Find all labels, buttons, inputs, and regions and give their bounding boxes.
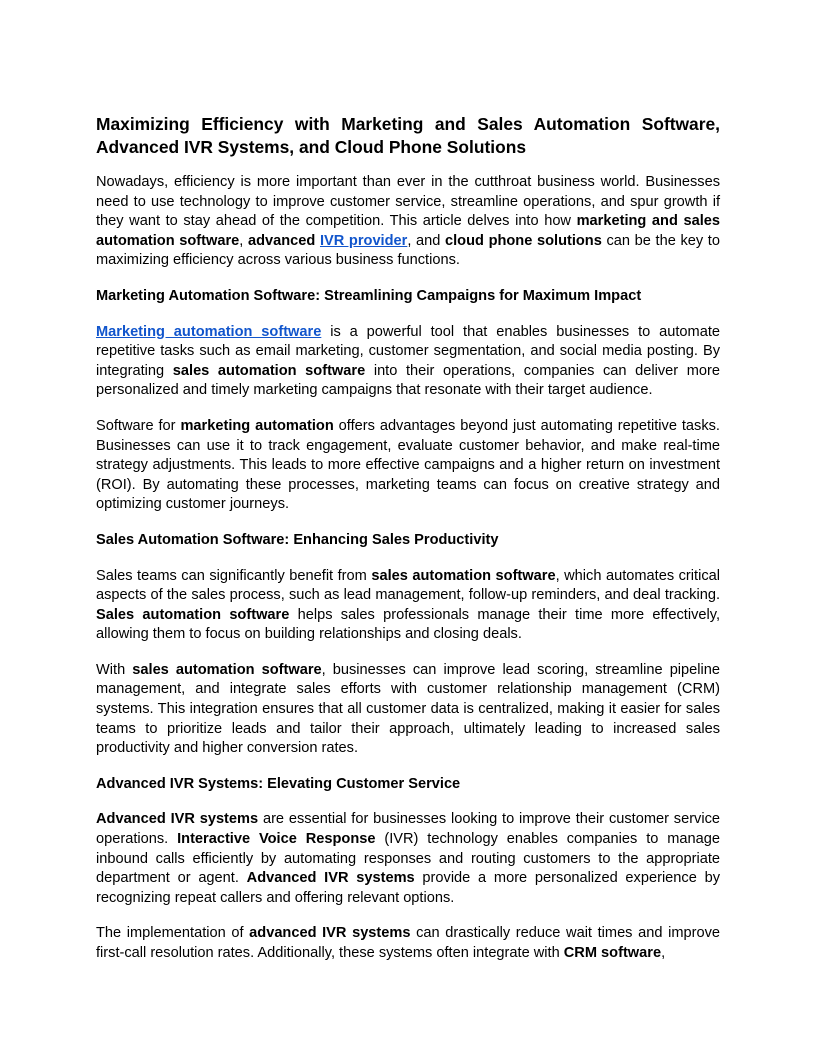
text: into their operations, companies can deliver more personalized and timely marketing campaigns that resonate with their target audience. [96, 362, 720, 399]
text: Nowadays, efficiency is more important than ever in the cutthroat business world. Businesses need to use technology to improve customer service, streamline operations, and spur growth if they want to stay ahead of the competition. This article delves into how [96, 174, 720, 230]
bold-text: sales automation software [371, 567, 556, 584]
bold-text: advanced [248, 232, 320, 249]
section-heading-sales-automation: Sales Automation Software: Enhancing Sales Productivity [96, 531, 499, 548]
bold-text: marketing automation [180, 417, 334, 434]
text: helps sales professionals manage their time more effectively, allowing them to focus on building relationships and closing deals. [96, 606, 720, 643]
sales-paragraph-1 [96, 567, 720, 645]
section-heading-marketing-automation: Marketing Automation Software: Streamlining Campaigns for Maximum Impact [96, 287, 642, 304]
document-title: Maximizing Efficiency with Marketing and Sales Automation Software, Advanced IVR Systems, and Cloud Phone Solutions [96, 114, 720, 157]
ivr-paragraph-2 [96, 924, 720, 963]
text: , [661, 945, 666, 961]
text: , businesses can improve lead scoring, streamline pipeline management, and integrate sales efforts with customer relationship management (CRM) systems. This integration ensures that all customer data is centralized, making it easier for sales teams to prioritize leads and tailor their approach, ultimately leading to increased sales productivity and higher conversion rates. [96, 661, 720, 757]
text: can drastically reduce wait times and improve first-call resolution rates. Additionally, these systems often integrate with [96, 925, 720, 961]
bold-text: sales automation software [172, 362, 366, 379]
bold-text: Interactive Voice Response [177, 831, 376, 848]
section-heading-advanced-ivr: Advanced IVR Systems: Elevating Customer Service [96, 775, 461, 792]
intro-paragraph [96, 173, 720, 271]
bold-text: Advanced IVR systems [246, 870, 415, 887]
sales-paragraph-2 [96, 661, 720, 759]
bold-text: marketing and sales automation software [96, 213, 720, 249]
text: offers advantages beyond just automating repetitive tasks. Businesses can use it to track engagement, evaluate customer behavior, and make real-time strategy adjustments. This leads to more effective campaigns and a higher return on investment (ROI). By automating these processes, marketing teams can focus on creative strategy and optimizing customer journeys. [96, 417, 720, 513]
text: Sales teams can significantly benefit from [96, 567, 372, 584]
text: The implementation of [96, 925, 250, 942]
text: can be the key to maximizing efficiency across various business functions. [96, 232, 720, 269]
text: , [239, 232, 248, 249]
bold-text: cloud phone solutions [445, 232, 602, 249]
text: (IVR) technology enables companies to manage inbound calls efficiently by automating responses and routing customers to the appropriate department or agent. [96, 831, 720, 887]
bold-text: Sales automation software [96, 606, 290, 623]
text: provide a more personalized experience by recognizing repeat callers and offering relevant options. [96, 870, 720, 906]
text: is a powerful tool that enables businesses to automate repetitive tasks such as email marketing, customer segmentation, and social media posting. By integrating [96, 323, 720, 379]
document-page [96, 113, 720, 980]
text: are essential for businesses looking to improve their customer service operations. [96, 811, 721, 848]
ivr-paragraph-1 [96, 810, 720, 908]
bold-text: advanced IVR systems [249, 925, 411, 942]
ivr-provider-link[interactable]: IVR provider [319, 232, 408, 249]
text: , and [407, 232, 446, 249]
bold-text: CRM software [563, 945, 662, 961]
bold-text: sales automation software [132, 661, 322, 678]
bold-text: Advanced IVR systems [96, 811, 259, 828]
marketing-automation-software-link[interactable]: Marketing automation software [96, 323, 322, 340]
text: With [96, 661, 133, 678]
marketing-paragraph-2 [96, 417, 720, 515]
text: , which automates critical aspects of the sales process, such as lead management, follow-up reminders, and deal tracking. [96, 567, 720, 604]
text: Software for [96, 417, 181, 434]
marketing-paragraph-1 [96, 323, 720, 401]
